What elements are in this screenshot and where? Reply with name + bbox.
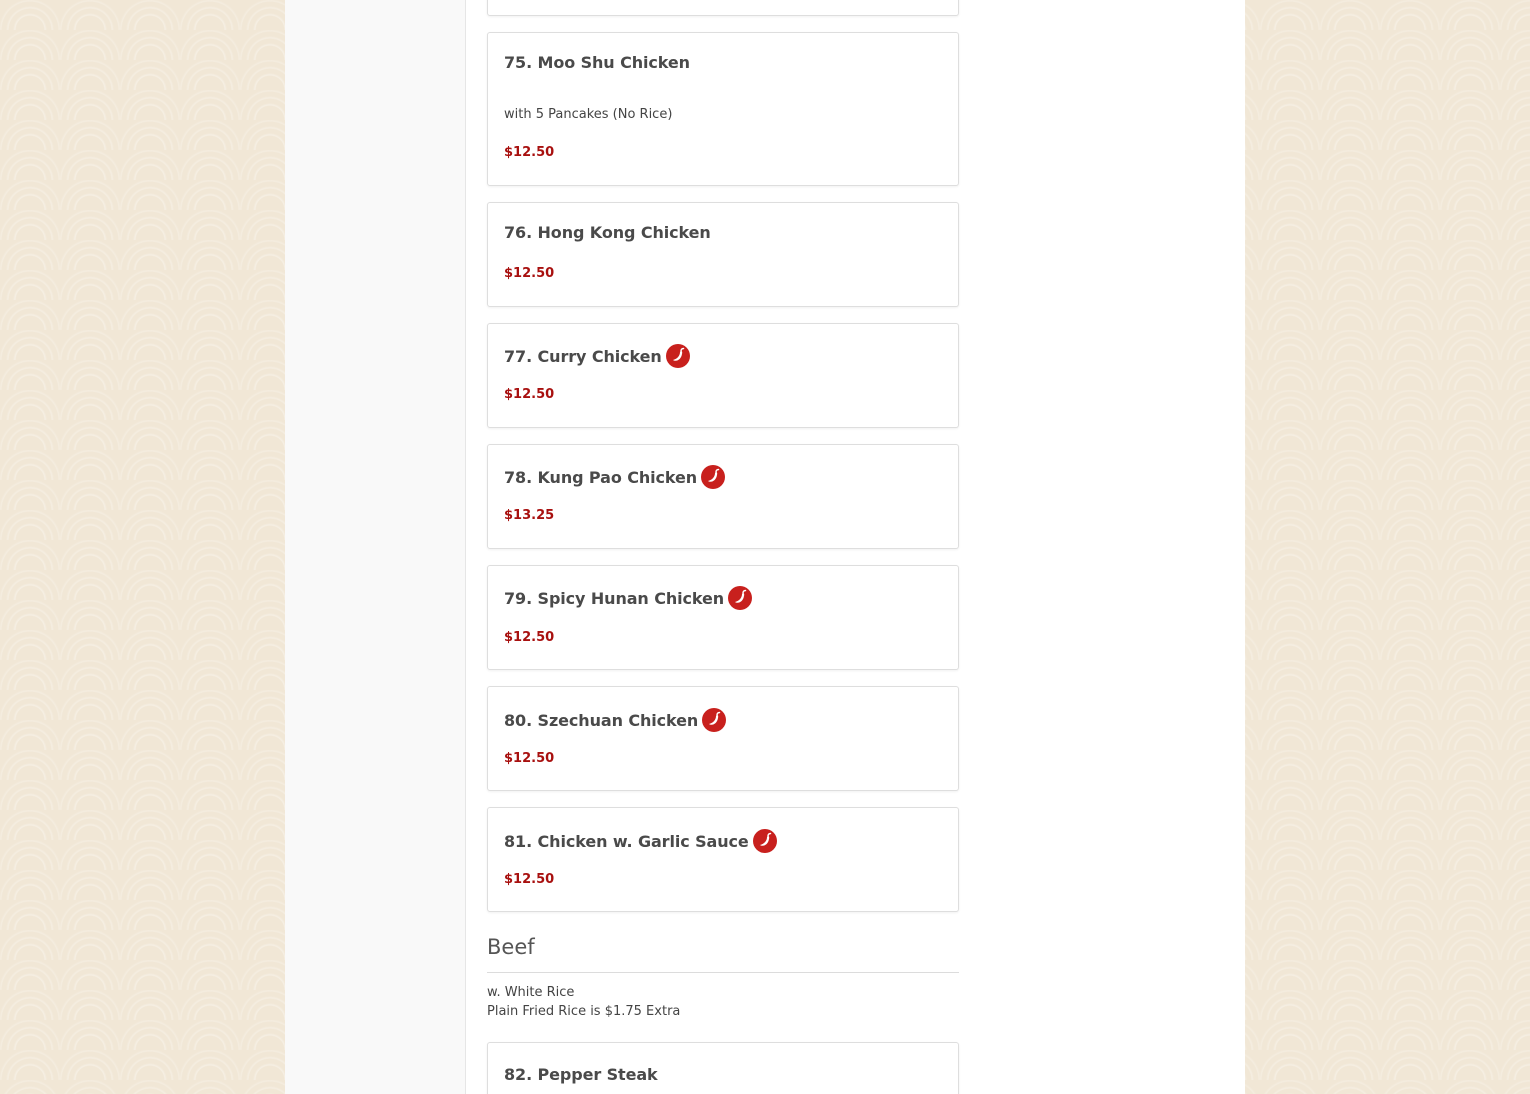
chili-pepper-icon <box>701 465 725 489</box>
menu-item-price: $12.50 <box>504 751 555 766</box>
menu-item-name: 81. Chicken w. Garlic Sauce <box>504 829 777 853</box>
menu-item-price: $12.50 <box>504 630 555 645</box>
section-title-beef: Beef <box>487 935 535 959</box>
menu-item-name: 77. Curry Chicken <box>504 344 690 368</box>
menu-item-card[interactable] <box>487 807 959 912</box>
menu-item-card[interactable] <box>487 32 959 186</box>
menu-item-price: $12.50 <box>504 145 555 160</box>
chili-pepper-icon <box>702 708 726 732</box>
menu-page <box>285 0 1245 1094</box>
menu-item-name: 79. Spicy Hunan Chicken <box>504 586 752 610</box>
menu-item-card[interactable] <box>487 444 959 549</box>
section-divider <box>487 972 959 973</box>
menu-item-name: 80. Szechuan Chicken <box>504 708 726 732</box>
menu-item-price: $12.50 <box>504 266 555 281</box>
menu-item-price: $13.25 <box>504 508 555 523</box>
menu-item-card[interactable] <box>487 202 959 307</box>
chili-pepper-icon <box>666 344 690 368</box>
menu-item-card[interactable] <box>487 323 959 428</box>
menu-item-name: 75. Moo Shu Chicken <box>504 53 690 72</box>
menu-item-name: 78. Kung Pao Chicken <box>504 465 725 489</box>
category-sidebar <box>285 0 466 1094</box>
menu-item-description: with 5 Pancakes (No Rice) <box>504 107 673 122</box>
section-note: w. White Rice <box>487 985 575 1000</box>
menu-item-price: $12.50 <box>504 872 555 887</box>
section-note: Plain Fried Rice is $1.75 Extra <box>487 1004 681 1019</box>
menu-item-name: 76. Hong Kong Chicken <box>504 223 711 242</box>
menu-item-card[interactable] <box>487 1042 959 1094</box>
menu-item-name: 82. Pepper Steak <box>504 1065 658 1084</box>
menu-item-price: $12.50 <box>504 387 555 402</box>
chili-pepper-icon <box>728 586 752 610</box>
menu-item-card[interactable] <box>487 686 959 791</box>
menu-item-card-previous[interactable] <box>487 0 959 16</box>
chili-pepper-icon <box>753 829 777 853</box>
menu-item-card[interactable] <box>487 565 959 670</box>
